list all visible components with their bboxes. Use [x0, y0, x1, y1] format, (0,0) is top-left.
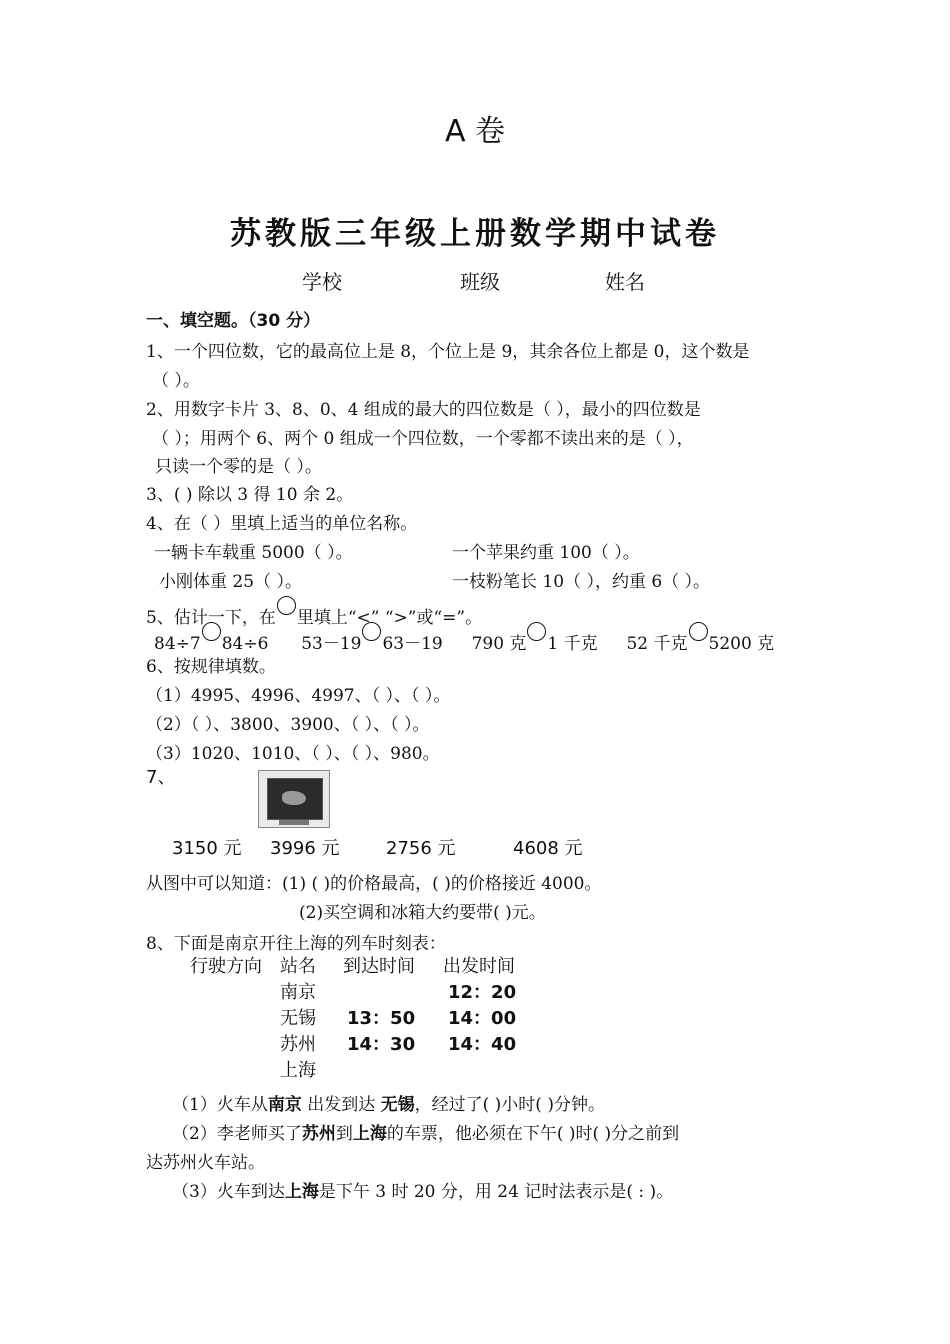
q8-s1	[172, 1090, 605, 1115]
station-highlight: 南京	[267, 1095, 302, 1115]
q4-b: 一个苹果约重 100（ ）。	[452, 543, 640, 563]
compare-circle-icon[interactable]	[362, 622, 381, 641]
school-label: 学校	[302, 270, 342, 294]
station-name: 无锡	[280, 1008, 316, 1029]
compare-circle-icon[interactable]	[277, 596, 296, 615]
page-title: 苏教版三年级上册数学期中试卷	[230, 216, 720, 252]
q8-s2-line2: 达苏州火车站。	[146, 1153, 265, 1173]
q8-s1-text: ，经过了( )小时( )分钟。	[414, 1095, 605, 1115]
price-2: 3996 元	[270, 838, 340, 859]
q4-intro: 4、在（ ）里填上适当的单位名称。	[146, 514, 418, 534]
q5-p1a: 84÷7	[154, 634, 201, 654]
q5-p3b: 1 千克	[547, 634, 598, 654]
q5-intro-a: 5、估计一下，在	[146, 608, 276, 628]
price-3: 2756 元	[386, 838, 456, 859]
compare-circle-icon[interactable]	[527, 622, 546, 641]
q5-problems	[154, 622, 774, 654]
q1-line2: （ ）。	[152, 371, 200, 391]
q7-line2: (2)买空调和冰箱大约要带( )元。	[299, 903, 546, 923]
station-highlight: 苏州	[301, 1124, 336, 1144]
q4-a: 一辆卡车载重 5000（ ）。	[154, 543, 353, 563]
name-label: 姓名	[605, 270, 645, 294]
timetable-header: 站名	[280, 956, 316, 977]
q8-s3	[172, 1177, 673, 1202]
arrive-time: 14：30	[347, 1034, 416, 1055]
q5-intro-b: 里填上“<” “>”或“=”。	[296, 608, 483, 628]
q8-s2-text: 到	[335, 1124, 353, 1144]
q3: 3、( ) 除以 3 得 10 余 2。	[146, 485, 354, 505]
q8-s2-text: （2）李老师买了	[172, 1124, 302, 1144]
paper-label: A 卷	[444, 114, 506, 149]
station-highlight: 无锡	[380, 1095, 415, 1115]
q7-line1: 从图中可以知道：(1) ( )的价格最高，( )的价格接近 4000。	[146, 874, 602, 894]
section-heading: 一、填空题。（30 分）	[146, 311, 321, 331]
timetable-header: 出发时间	[443, 956, 515, 977]
station-name: 苏州	[280, 1034, 316, 1055]
q2-line1: 2、用数字卡片 3、8、0、4 组成的最大的四位数是（ ），最小的四位数是	[146, 400, 701, 420]
q8-intro: 8、下面是南京开往上海的列车时刻表：	[146, 934, 446, 954]
q5-p4b: 5200 克	[708, 634, 775, 654]
q8-s3-text: 是下午 3 时 20 分，用 24 记时法表示是( : )。	[318, 1182, 674, 1202]
tv-icon	[258, 770, 330, 828]
q8-s2	[172, 1119, 679, 1144]
q6-intro: 6、按规律填数。	[146, 657, 276, 677]
q5-p1b: 84÷6	[221, 634, 269, 654]
compare-circle-icon[interactable]	[689, 622, 708, 641]
q5-p2b: 63－19	[382, 634, 443, 654]
q8-s2-text: 的车票，他必须在下午( )时( )分之前到	[386, 1124, 680, 1144]
q6-s2: （2）（ ）、3800、3900、（ ）、（ ）。	[146, 715, 430, 735]
price-4: 4608 元	[513, 838, 583, 859]
station-name: 上海	[280, 1060, 316, 1081]
q4-d: 一枝粉笔长 10（ ），约重 6（ ）。	[452, 572, 711, 592]
depart-time: 14：00	[448, 1008, 517, 1029]
station-highlight: 上海	[284, 1182, 319, 1202]
timetable-header: 到达时间	[343, 956, 415, 977]
q5-p4a: 52 千克	[626, 634, 688, 654]
q8-s1-text: 出发到达	[301, 1095, 381, 1115]
q1-line1: 1、一个四位数，它的最高位上是 8，个位上是 9，其余各位上都是 0，这个数是	[146, 342, 750, 362]
timetable-header: 行驶方向	[190, 956, 262, 977]
compare-circle-icon[interactable]	[202, 622, 221, 641]
q5-p3a: 790 克	[471, 634, 527, 654]
q6-s1: （1）4995、4996、4997、（ ）、（ ）。	[146, 686, 451, 706]
price-1: 3150 元	[172, 838, 242, 859]
q7-number: 7、	[146, 767, 176, 788]
depart-time: 14：40	[448, 1034, 517, 1055]
depart-time: 12：20	[448, 982, 517, 1003]
station-highlight: 上海	[352, 1124, 387, 1144]
q4-c: 小刚体重 25（ ）。	[159, 572, 302, 592]
station-name: 南京	[280, 982, 316, 1003]
q8-s3-text: （3）火车到达	[172, 1182, 285, 1202]
arrive-time: 13：50	[347, 1008, 416, 1029]
class-label: 班级	[460, 270, 500, 294]
q8-s1-text: （1）火车从	[172, 1095, 268, 1115]
q2-line2: （ ）；用两个 6、两个 0 组成一个四位数，一个零都不读出来的是（ ），	[152, 429, 694, 449]
q6-s3: （3）1020、1010、（ ）、（ ）、980。	[146, 744, 440, 764]
q2-line3: 只读一个零的是（ ）。	[155, 457, 322, 477]
q5-p2a: 53－19	[301, 634, 362, 654]
